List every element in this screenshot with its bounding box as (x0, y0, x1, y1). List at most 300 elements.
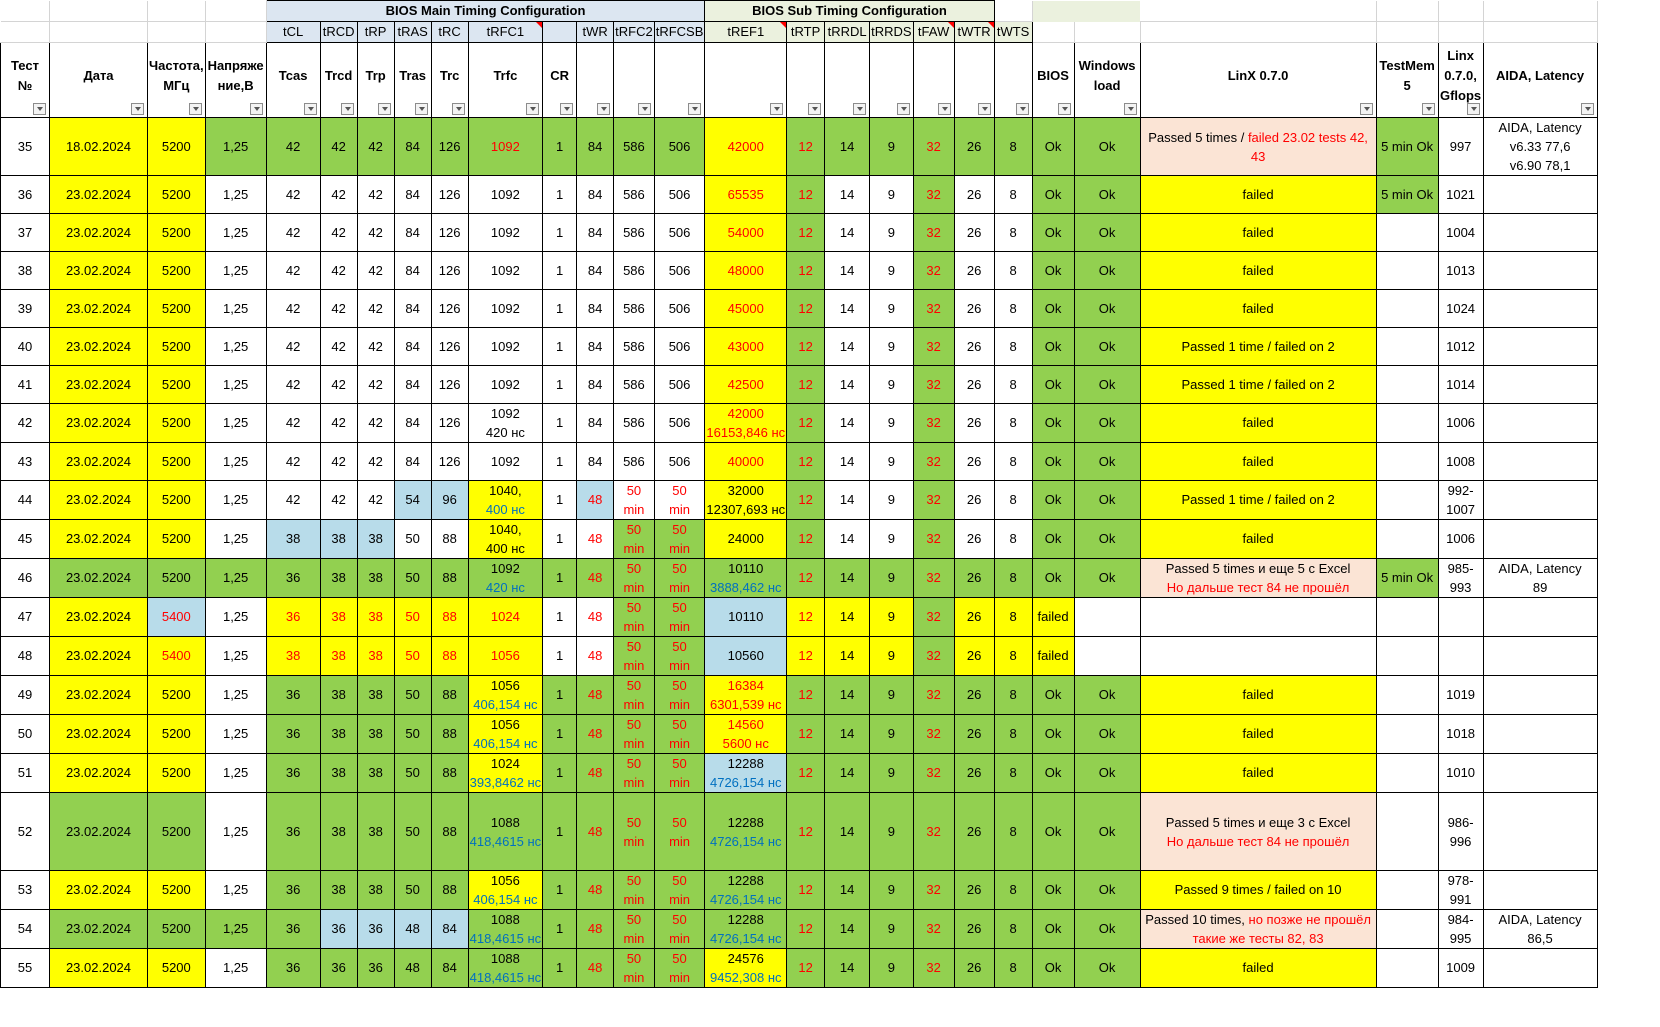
subheader-cell[interactable] (654, 22, 705, 43)
data-cell[interactable]: 23.02.2024 (50, 754, 148, 793)
data-cell[interactable]: 1,25 (205, 252, 266, 290)
data-cell[interactable]: 1,25 (205, 520, 266, 559)
data-cell[interactable]: 84 (394, 290, 431, 328)
data-cell[interactable] (1376, 715, 1438, 754)
empty-cell[interactable] (1032, 22, 1074, 43)
data-cell[interactable]: 12 (787, 676, 825, 715)
data-cell[interactable]: 5200 (148, 404, 206, 443)
data-cell[interactable]: 84 (577, 290, 614, 328)
empty-cell[interactable] (1, 22, 50, 43)
empty-cell[interactable] (205, 22, 266, 43)
data-cell[interactable]: 1021 (1438, 176, 1483, 214)
column-header[interactable] (654, 43, 705, 118)
data-cell[interactable]: 23.02.2024 (50, 520, 148, 559)
data-cell[interactable]: 126 (431, 404, 468, 443)
data-cell[interactable]: 48000 (705, 252, 787, 290)
data-cell[interactable] (468, 559, 543, 598)
data-cell[interactable]: 38 (320, 793, 357, 871)
data-cell[interactable]: 42 (357, 290, 394, 328)
data-cell[interactable] (1376, 910, 1438, 949)
data-cell[interactable]: 5200 (148, 290, 206, 328)
filter-dropdown-button[interactable] (452, 103, 465, 115)
data-cell[interactable]: 1 (543, 214, 577, 252)
data-cell[interactable]: 44 (1, 481, 50, 520)
data-cell[interactable]: 26 (954, 252, 994, 290)
data-cell[interactable]: Ok (1074, 290, 1140, 328)
data-cell[interactable]: 1 (543, 637, 577, 676)
data-cell[interactable]: 84 (394, 328, 431, 366)
data-cell[interactable]: 84 (577, 366, 614, 404)
data-cell[interactable]: 26 (954, 520, 994, 559)
data-cell[interactable]: 26 (954, 214, 994, 252)
data-cell[interactable]: 126 (431, 176, 468, 214)
data-cell[interactable]: 12 (787, 176, 825, 214)
data-cell[interactable]: 5400 (148, 637, 206, 676)
data-cell[interactable]: Ok (1032, 676, 1074, 715)
filter-dropdown-button[interactable] (33, 103, 46, 115)
linx-result-cell[interactable] (1140, 118, 1376, 176)
data-cell[interactable]: 12 (787, 559, 825, 598)
data-cell[interactable]: 8 (994, 754, 1032, 793)
data-cell[interactable] (1376, 754, 1438, 793)
linx-result-cell[interactable] (1140, 637, 1376, 676)
data-cell[interactable]: 9 (870, 252, 913, 290)
data-cell[interactable]: Ok (1032, 871, 1074, 910)
data-cell[interactable]: Ok (1032, 754, 1074, 793)
data-cell[interactable]: 23.02.2024 (50, 290, 148, 328)
data-cell[interactable]: 1,25 (205, 949, 266, 988)
data-cell[interactable] (1483, 214, 1597, 252)
data-cell[interactable]: 84 (577, 443, 614, 481)
data-cell[interactable]: 88 (431, 676, 468, 715)
data-cell[interactable]: 50 (394, 871, 431, 910)
data-cell[interactable]: 1 (543, 559, 577, 598)
data-cell[interactable] (468, 793, 543, 871)
data-cell[interactable]: 12 (787, 793, 825, 871)
data-cell[interactable]: 1 (543, 793, 577, 871)
data-cell[interactable]: 38 (266, 520, 320, 559)
data-cell[interactable] (705, 910, 787, 949)
data-cell[interactable]: 14 (825, 793, 870, 871)
linx-result-cell[interactable]: Passed 1 time / failed on 2 (1140, 481, 1376, 520)
data-cell[interactable]: 88 (431, 754, 468, 793)
data-cell[interactable]: 23.02.2024 (50, 176, 148, 214)
column-header[interactable] (614, 43, 655, 118)
filter-dropdown-button[interactable] (688, 103, 701, 115)
data-cell[interactable] (705, 793, 787, 871)
data-cell[interactable] (1483, 637, 1597, 676)
data-cell[interactable]: 26 (954, 637, 994, 676)
data-cell[interactable]: 586 (614, 176, 655, 214)
data-cell[interactable]: 506 (654, 443, 705, 481)
data-cell[interactable]: 1 (543, 910, 577, 949)
data-cell[interactable]: Ok (1074, 871, 1140, 910)
filter-dropdown-button[interactable] (897, 103, 910, 115)
data-cell[interactable]: 42 (357, 214, 394, 252)
data-cell[interactable]: 5200 (148, 871, 206, 910)
data-cell[interactable]: 32 (913, 598, 954, 637)
data-cell[interactable]: 84 (577, 404, 614, 443)
data-cell[interactable]: 50 (394, 793, 431, 871)
data-cell[interactable]: 14 (825, 598, 870, 637)
empty-cell[interactable] (1483, 1, 1597, 22)
data-cell[interactable]: 9 (870, 176, 913, 214)
data-cell[interactable] (614, 559, 655, 598)
data-cell[interactable] (614, 676, 655, 715)
data-cell[interactable]: 5200 (148, 443, 206, 481)
data-cell[interactable]: 48 (577, 520, 614, 559)
data-cell[interactable]: 18.02.2024 (50, 118, 148, 176)
data-cell[interactable]: 38 (357, 559, 394, 598)
data-cell[interactable]: 26 (954, 328, 994, 366)
column-header[interactable] (320, 43, 357, 118)
data-cell[interactable]: 1,25 (205, 559, 266, 598)
data-cell[interactable]: 23.02.2024 (50, 598, 148, 637)
data-cell[interactable]: 14 (825, 637, 870, 676)
data-cell[interactable]: Ok (1074, 252, 1140, 290)
data-cell[interactable]: 84 (394, 118, 431, 176)
filter-dropdown-button[interactable] (1422, 103, 1435, 115)
data-cell[interactable] (654, 793, 705, 871)
data-cell[interactable]: 36 (266, 949, 320, 988)
data-cell[interactable]: 1 (543, 252, 577, 290)
data-cell[interactable]: 48 (577, 559, 614, 598)
data-cell[interactable]: 32 (913, 290, 954, 328)
data-cell[interactable]: 1010 (1438, 754, 1483, 793)
data-cell[interactable]: 88 (431, 598, 468, 637)
data-cell[interactable]: 26 (954, 118, 994, 176)
data-cell[interactable]: 48 (1, 637, 50, 676)
data-cell[interactable] (705, 559, 787, 598)
data-cell[interactable]: 14 (825, 443, 870, 481)
data-cell[interactable]: 38 (357, 871, 394, 910)
data-cell[interactable]: 14 (825, 118, 870, 176)
data-cell[interactable]: 8 (994, 290, 1032, 328)
subheader-cell[interactable] (577, 22, 614, 43)
data-cell[interactable]: 84 (577, 214, 614, 252)
data-cell[interactable]: 23.02.2024 (50, 443, 148, 481)
data-cell[interactable]: 26 (954, 290, 994, 328)
data-cell[interactable] (1376, 328, 1438, 366)
data-cell[interactable]: Ok (1074, 754, 1140, 793)
data-cell[interactable]: 36 (266, 793, 320, 871)
data-cell[interactable]: 1018 (1438, 715, 1483, 754)
data-cell[interactable]: 40000 (705, 443, 787, 481)
data-cell[interactable]: 9 (870, 443, 913, 481)
data-cell[interactable]: 50 (394, 754, 431, 793)
data-cell[interactable]: 38 (320, 637, 357, 676)
linx-result-cell[interactable]: failed (1140, 715, 1376, 754)
data-cell[interactable]: Ok (1032, 793, 1074, 871)
column-header[interactable] (577, 43, 614, 118)
data-cell[interactable]: 14 (825, 520, 870, 559)
data-cell[interactable]: 9 (870, 793, 913, 871)
data-cell[interactable]: 9 (870, 481, 913, 520)
linx-result-cell[interactable]: failed (1140, 290, 1376, 328)
data-cell[interactable]: 1 (543, 481, 577, 520)
data-cell[interactable]: 84 (577, 118, 614, 176)
data-cell[interactable]: 51 (1, 754, 50, 793)
data-cell[interactable]: 38 (320, 754, 357, 793)
data-cell[interactable]: 1092 (468, 252, 543, 290)
data-cell[interactable]: 1 (543, 598, 577, 637)
data-cell[interactable]: Ok (1074, 676, 1140, 715)
data-cell[interactable]: 45 (1, 520, 50, 559)
data-cell[interactable] (468, 520, 543, 559)
filter-dropdown-button[interactable] (1581, 103, 1594, 115)
data-cell[interactable]: 1,25 (205, 366, 266, 404)
data-cell[interactable]: 88 (431, 715, 468, 754)
data-cell[interactable]: 23.02.2024 (50, 366, 148, 404)
data-cell[interactable]: 84 (394, 404, 431, 443)
data-cell[interactable] (654, 871, 705, 910)
data-cell[interactable]: Ok (1074, 481, 1140, 520)
data-cell[interactable]: 5 min Ok (1376, 176, 1438, 214)
data-cell[interactable]: 42 (357, 366, 394, 404)
data-cell[interactable] (1483, 871, 1597, 910)
data-cell[interactable] (1483, 910, 1597, 949)
column-header[interactable] (148, 43, 206, 118)
data-cell[interactable]: Ok (1074, 910, 1140, 949)
data-cell[interactable]: 5200 (148, 176, 206, 214)
filter-dropdown-button[interactable] (304, 103, 317, 115)
data-cell[interactable]: 14 (825, 754, 870, 793)
data-cell[interactable]: 5200 (148, 214, 206, 252)
empty-cell[interactable] (1074, 22, 1140, 43)
data-cell[interactable]: 1 (543, 176, 577, 214)
data-cell[interactable]: 36 (266, 871, 320, 910)
data-cell[interactable]: 9 (870, 715, 913, 754)
filter-dropdown-button[interactable] (1360, 103, 1373, 115)
empty-cell[interactable] (1140, 1, 1376, 22)
data-cell[interactable]: 39 (1, 290, 50, 328)
data-cell[interactable]: 26 (954, 949, 994, 988)
data-cell[interactable]: 5200 (148, 910, 206, 949)
data-cell[interactable] (1483, 598, 1597, 637)
data-cell[interactable]: 32 (913, 949, 954, 988)
data-cell[interactable]: 45000 (705, 290, 787, 328)
data-cell[interactable]: 9 (870, 118, 913, 176)
data-cell[interactable] (468, 404, 543, 443)
data-cell[interactable]: 8 (994, 118, 1032, 176)
data-cell[interactable]: 23.02.2024 (50, 871, 148, 910)
data-cell[interactable]: 48 (577, 754, 614, 793)
data-cell[interactable]: 84 (431, 949, 468, 988)
data-cell[interactable] (654, 520, 705, 559)
data-cell[interactable]: Ok (1032, 910, 1074, 949)
data-cell[interactable]: 1 (543, 404, 577, 443)
linx-result-cell[interactable]: failed (1140, 676, 1376, 715)
data-cell[interactable]: 1 (543, 366, 577, 404)
data-cell[interactable]: 32 (913, 443, 954, 481)
data-cell[interactable]: 32 (913, 754, 954, 793)
data-cell[interactable]: 506 (654, 290, 705, 328)
data-cell[interactable]: 14 (825, 252, 870, 290)
data-cell[interactable] (1376, 404, 1438, 443)
data-cell[interactable] (1483, 443, 1597, 481)
data-cell[interactable]: 48 (577, 481, 614, 520)
empty-cell[interactable] (1438, 22, 1483, 43)
data-cell[interactable]: 1 (543, 328, 577, 366)
data-cell[interactable]: 26 (954, 871, 994, 910)
data-cell[interactable]: 14 (825, 290, 870, 328)
data-cell[interactable]: 1,25 (205, 404, 266, 443)
data-cell[interactable]: 65535 (705, 176, 787, 214)
data-cell[interactable]: 42 (266, 481, 320, 520)
data-cell[interactable]: 10110 (705, 598, 787, 637)
data-cell[interactable]: 586 (614, 214, 655, 252)
filter-dropdown-button[interactable] (1124, 103, 1137, 115)
data-cell[interactable]: Ok (1074, 949, 1140, 988)
linx-result-cell[interactable]: failed (1140, 949, 1376, 988)
data-cell[interactable]: 8 (994, 481, 1032, 520)
data-cell[interactable]: 1 (543, 715, 577, 754)
filter-dropdown-button[interactable] (189, 103, 202, 115)
data-cell[interactable]: 42 (320, 443, 357, 481)
data-cell[interactable] (468, 676, 543, 715)
data-cell[interactable]: 54 (1, 910, 50, 949)
data-cell[interactable]: 23.02.2024 (50, 715, 148, 754)
data-cell[interactable]: 42 (266, 366, 320, 404)
data-cell[interactable] (654, 754, 705, 793)
data-cell[interactable]: 48 (577, 871, 614, 910)
data-cell[interactable]: 36 (320, 910, 357, 949)
data-cell[interactable] (468, 871, 543, 910)
column-header[interactable] (1483, 43, 1597, 118)
data-cell[interactable]: 12 (787, 404, 825, 443)
data-cell[interactable]: 88 (431, 520, 468, 559)
data-cell[interactable] (1438, 481, 1483, 520)
data-cell[interactable]: 9 (870, 910, 913, 949)
empty-cell[interactable] (1376, 1, 1438, 22)
data-cell[interactable] (614, 754, 655, 793)
data-cell[interactable]: 1,25 (205, 328, 266, 366)
data-cell[interactable]: 38 (357, 520, 394, 559)
data-cell[interactable]: 8 (994, 252, 1032, 290)
subheader-cell[interactable] (614, 22, 655, 43)
data-cell[interactable]: 586 (614, 290, 655, 328)
data-cell[interactable]: Ok (1032, 176, 1074, 214)
data-cell[interactable]: 88 (431, 637, 468, 676)
data-cell[interactable]: 38 (357, 598, 394, 637)
data-cell[interactable]: 42 (320, 290, 357, 328)
data-cell[interactable]: 506 (654, 366, 705, 404)
data-cell[interactable]: 9 (870, 404, 913, 443)
data-cell[interactable]: 1092 (468, 118, 543, 176)
data-cell[interactable] (468, 715, 543, 754)
data-cell[interactable]: 50 (394, 598, 431, 637)
data-cell[interactable]: 23.02.2024 (50, 949, 148, 988)
data-cell[interactable] (1483, 366, 1597, 404)
data-cell[interactable]: 84 (394, 443, 431, 481)
empty-cell[interactable] (148, 1, 206, 22)
data-cell[interactable]: 26 (954, 443, 994, 481)
data-cell[interactable] (1376, 290, 1438, 328)
data-cell[interactable]: 12 (787, 598, 825, 637)
data-cell[interactable]: 5400 (148, 598, 206, 637)
data-cell[interactable] (1376, 676, 1438, 715)
data-cell[interactable]: 8 (994, 637, 1032, 676)
data-cell[interactable]: Ok (1074, 793, 1140, 871)
data-cell[interactable] (654, 481, 705, 520)
data-cell[interactable]: 42 (266, 404, 320, 443)
data-cell[interactable]: 32 (913, 637, 954, 676)
data-cell[interactable] (1376, 252, 1438, 290)
data-cell[interactable]: 1 (543, 754, 577, 793)
data-cell[interactable]: 23.02.2024 (50, 328, 148, 366)
data-cell[interactable]: 14 (825, 871, 870, 910)
data-cell[interactable]: 1,25 (205, 443, 266, 481)
data-cell[interactable]: 48 (577, 715, 614, 754)
data-cell[interactable]: 14 (825, 176, 870, 214)
data-cell[interactable]: 36 (320, 949, 357, 988)
filter-dropdown-button[interactable] (638, 103, 651, 115)
empty-cell[interactable] (994, 1, 1032, 22)
data-cell[interactable]: 1,25 (205, 793, 266, 871)
data-cell[interactable]: 1092 (468, 366, 543, 404)
data-cell[interactable]: 46 (1, 559, 50, 598)
column-header[interactable] (787, 43, 825, 118)
data-cell[interactable] (1438, 910, 1483, 949)
data-cell[interactable]: 84 (394, 366, 431, 404)
filter-dropdown-button[interactable] (526, 103, 539, 115)
data-cell[interactable]: 9 (870, 559, 913, 598)
data-cell[interactable]: Ok (1032, 328, 1074, 366)
data-cell[interactable] (614, 520, 655, 559)
data-cell[interactable]: Ok (1032, 715, 1074, 754)
filter-dropdown-button[interactable] (1058, 103, 1071, 115)
data-cell[interactable]: 23.02.2024 (50, 481, 148, 520)
data-cell[interactable]: 14 (825, 676, 870, 715)
data-cell[interactable]: 48 (577, 598, 614, 637)
data-cell[interactable]: 12 (787, 366, 825, 404)
data-cell[interactable]: 38 (320, 676, 357, 715)
data-cell[interactable]: 52 (1, 793, 50, 871)
data-cell[interactable]: 1019 (1438, 676, 1483, 715)
data-cell[interactable]: 32 (913, 481, 954, 520)
data-cell[interactable]: 50 (394, 637, 431, 676)
linx-result-cell[interactable]: failed (1140, 443, 1376, 481)
data-cell[interactable]: 36 (266, 754, 320, 793)
column-header[interactable] (870, 43, 913, 118)
data-cell[interactable]: 506 (654, 252, 705, 290)
data-cell[interactable]: 50 (394, 676, 431, 715)
linx-result-cell[interactable]: Passed 1 time / failed on 2 (1140, 328, 1376, 366)
data-cell[interactable]: 12 (787, 754, 825, 793)
data-cell[interactable]: 1,25 (205, 871, 266, 910)
data-cell[interactable] (1438, 871, 1483, 910)
data-cell[interactable]: 1 (543, 443, 577, 481)
data-cell[interactable]: 8 (994, 949, 1032, 988)
data-cell[interactable]: Ok (1074, 214, 1140, 252)
data-cell[interactable] (705, 949, 787, 988)
subheader-cell[interactable] (320, 22, 357, 43)
data-cell[interactable]: 126 (431, 118, 468, 176)
data-cell[interactable]: 88 (431, 793, 468, 871)
data-cell[interactable]: 47 (1, 598, 50, 637)
data-cell[interactable]: 1014 (1438, 366, 1483, 404)
data-cell[interactable]: 38 (357, 715, 394, 754)
data-cell[interactable]: 12 (787, 118, 825, 176)
data-cell[interactable] (1483, 118, 1597, 176)
data-cell[interactable]: 1092 (468, 214, 543, 252)
data-cell[interactable]: failed (1032, 637, 1074, 676)
data-cell[interactable]: 1024 (1438, 290, 1483, 328)
data-cell[interactable]: 42 (266, 252, 320, 290)
data-cell[interactable]: 1 (543, 949, 577, 988)
subheader-cell[interactable] (468, 22, 543, 43)
data-cell[interactable]: 1,25 (205, 598, 266, 637)
